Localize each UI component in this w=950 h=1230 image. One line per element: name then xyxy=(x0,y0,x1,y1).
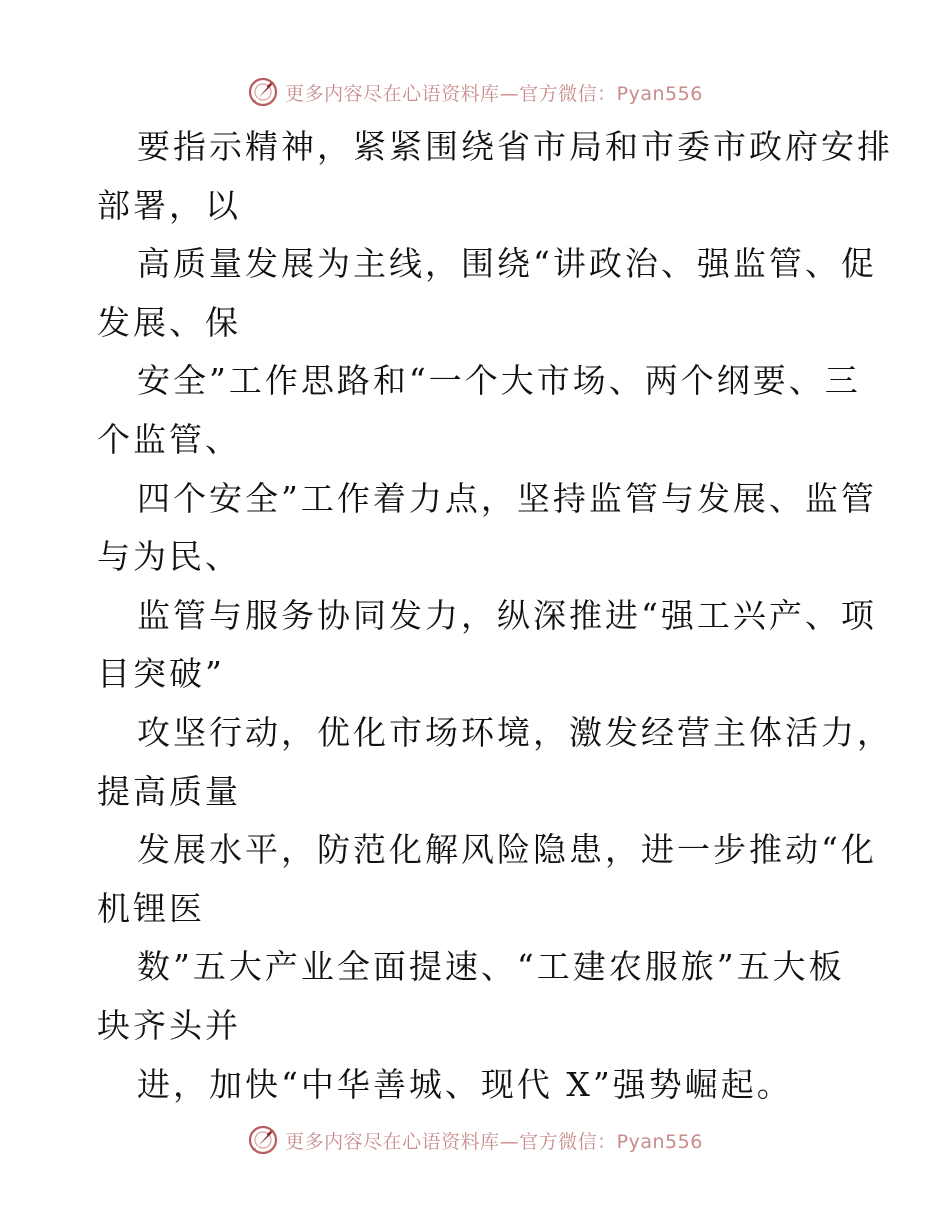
body-line: 与为民、 xyxy=(97,537,241,577)
body-line: 高质量发展为主线，围绕“讲政治、强监管、促 xyxy=(137,244,877,284)
body-line: 提高质量 xyxy=(97,771,241,811)
body-line: 进，加快“中华善城、现代 X”强势崛起。 xyxy=(137,1064,793,1104)
quill-pen-seal-icon xyxy=(247,76,279,108)
watermark-header xyxy=(0,72,950,112)
watermark-text: 更多内容尽在心语资料库—官方微信：Pyan556 xyxy=(285,1130,703,1153)
body-line: 个监管、 xyxy=(97,419,241,459)
document-body xyxy=(97,118,893,1114)
body-line: 块齐头并 xyxy=(97,1005,241,1045)
body-line: 要指示精神，紧紧围绕省市局和市委市政府安排 xyxy=(137,127,893,166)
body-line: 安全”工作思路和“一个大市场、两个纲要、三 xyxy=(137,361,861,401)
body-line: 发展、保 xyxy=(97,302,241,342)
quill-pen-seal-icon xyxy=(247,1124,279,1156)
watermark-text: 更多内容尽在心语资料库—官方微信：Pyan556 xyxy=(285,82,703,105)
body-line: 机锂医 xyxy=(97,888,205,928)
body-line: 目突破” xyxy=(97,654,225,694)
body-line: 部署，以 xyxy=(97,185,241,225)
body-line: 发展水平，防范化解风险隐患，进一步推动“化 xyxy=(137,830,877,870)
body-line: 数”五大产业全面提速、“工建农服旅”五大板 xyxy=(137,947,845,987)
body-line: 监管与服务协同发力，纵深推进“强工兴产、项 xyxy=(137,595,877,635)
watermark-footer xyxy=(0,1120,950,1160)
body-line: 四个安全”工作着力点，坚持监管与发展、监管 xyxy=(137,478,877,518)
body-line: 攻坚行动，优化市场环境，激发经营主体活力， xyxy=(137,712,893,752)
